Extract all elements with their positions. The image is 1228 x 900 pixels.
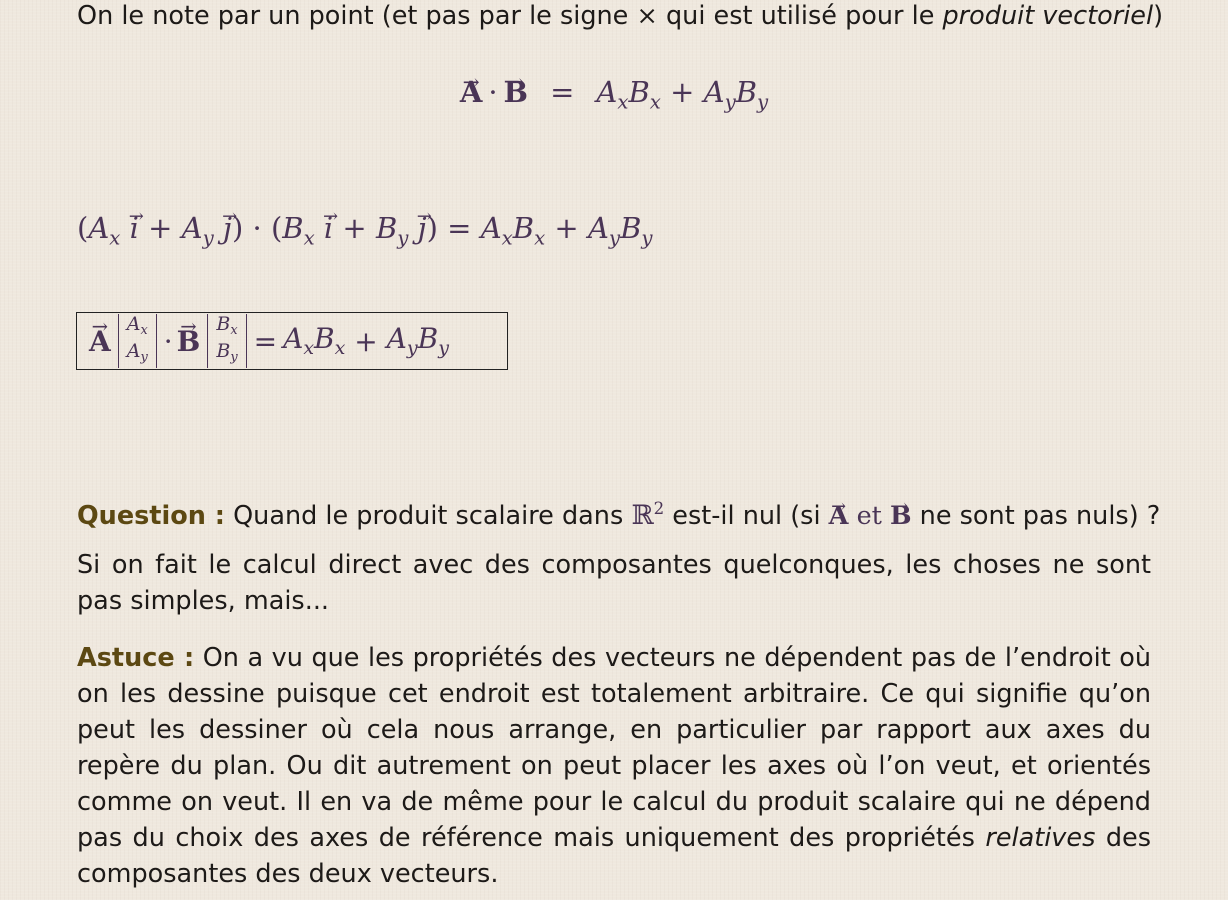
times-symbol: × xyxy=(636,1,658,31)
intro-text-middle: qui est utilisé pour le xyxy=(657,1,943,31)
dot-operator: · xyxy=(488,75,498,109)
question-label: Question : xyxy=(77,500,225,531)
vector-b: → B xyxy=(504,72,529,112)
question-conj: et xyxy=(856,500,882,531)
b-y-component: $B_y$ xyxy=(216,340,238,366)
b-components xyxy=(207,314,246,368)
intro-text-after: ) xyxy=(1153,1,1164,31)
question-line xyxy=(77,491,1161,534)
boxed-vector-a: → A xyxy=(89,325,111,358)
a-x-component: $A_x$ xyxy=(126,312,148,338)
expand-equals: = xyxy=(447,211,472,245)
produit-vectoriel-term: produit vectoriel xyxy=(942,1,1154,31)
intro-line xyxy=(77,0,1164,34)
real-set-symbol: ℝ$^2$ xyxy=(631,499,665,531)
intro-text-before: On le note par un point (et pas par le signe xyxy=(77,1,637,31)
boxed-component-formula: → A $A_x$ $A_y$ · → B $B_x$ $B_y$ = $A_xB_x$ + $A_yB_y$ xyxy=(76,312,508,370)
a-y-component: $A_y$ xyxy=(126,340,148,366)
expanded-formula: $(A_x \to i + A_y \to j) \cdot (B_x \to i + B_y \to j) = A_xB_x + A_yB_y$ xyxy=(77,208,653,258)
vector-a: → A xyxy=(460,72,483,112)
equals-sign: = xyxy=(550,75,575,109)
astuce-text-main: On a vu que les propriétés des vecteurs ne dépendent pas de l’endroit où on les dessine puisque cet endroit est totalement arbitraire. Ce qui signifie qu’on peut les dessiner où cela nous arrange, en particulier par rapport aux axes du repère du plan. Ou dit autrement on peut placer les axes où l’on veut, et orientés comme on veut. Il en va de même pour le calcul du produit scalaire qui ne dépend pas du choix des axes de référence mais uniquement des propriétés xyxy=(77,643,1151,853)
question-text-after: ne sont pas nuls) ? xyxy=(911,500,1161,531)
astuce-text-end: des composantes des deux vecteurs. xyxy=(77,823,1151,889)
dot-product-formula: → $A \cdot\to B = A_xB_x + A_yB_y$ xyxy=(0,72,1228,122)
question-text-middle: est-il nul (si xyxy=(664,500,829,531)
astuce-label: Astuce : xyxy=(77,643,195,673)
question-vector-b: → B xyxy=(890,498,912,534)
question-vector-a: → A xyxy=(829,498,849,534)
question-text-before: Quand le produit scalaire dans xyxy=(224,500,632,531)
b-x-component: $B_x$ xyxy=(216,312,238,338)
boxed-vector-b: → B xyxy=(177,325,201,358)
a-components xyxy=(118,314,157,368)
relatives-term: relatives xyxy=(985,823,1096,853)
calc-paragraph: Si on fait le calcul direct avec des composantes quelconques, les choses ne sont pas simples, mais... xyxy=(77,550,1151,616)
astuce-paragraph xyxy=(77,640,1151,892)
